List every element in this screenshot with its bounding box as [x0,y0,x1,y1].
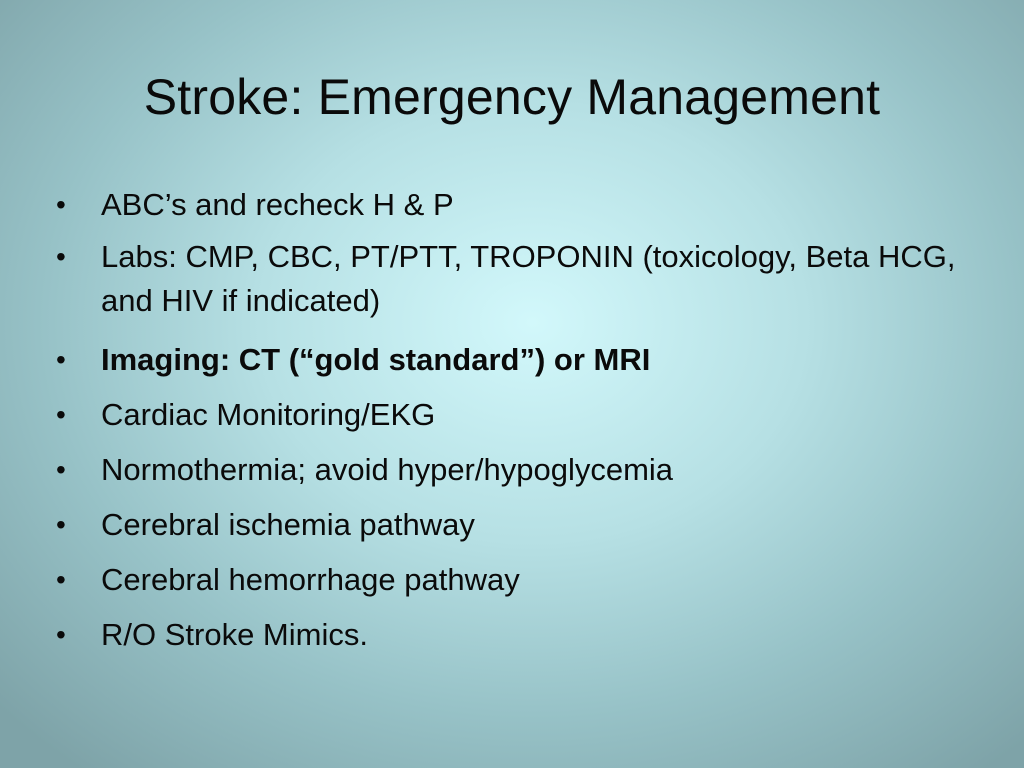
bullet-list [56,180,956,665]
bullet-item-mimics [56,610,956,660]
bullet-text: R/O Stroke Mimics. [101,617,368,652]
bullet-item-hemorrhage [56,555,956,605]
bullet-icon: • [56,344,66,375]
bullet-item-cardiac [56,390,956,440]
bullet-text: Imaging: CT (“gold standard”) or MRI [101,342,651,377]
bullet-icon: • [56,189,66,220]
bullet-icon: • [56,399,66,430]
bullet-icon: • [56,564,66,595]
bullet-item-ischemia [56,500,956,550]
bullet-item-labs [56,235,956,323]
bullet-icon: • [56,241,66,272]
slide-title: Stroke: Emergency Management [143,69,881,125]
bullet-text: Cerebral ischemia pathway [101,507,475,542]
bullet-icon: • [56,619,66,650]
bullet-item-imaging [56,335,956,385]
bullet-text: ABC’s and recheck H & P [101,187,454,222]
bullet-text: Cerebral hemorrhage pathway [101,562,520,597]
bullet-icon: • [56,509,66,540]
bullet-item-normothermia [56,445,956,495]
bullet-text: Labs: CMP, CBC, PT/PTT, TROPONIN (toxicology, Beta HCG, and HIV if indicated) [101,239,956,318]
bullet-text: Cardiac Monitoring/EKG [101,397,436,432]
bullet-item-abcs [56,180,956,230]
bullet-text: Normothermia; avoid hyper/hypoglycemia [101,452,674,487]
bullet-icon: • [56,454,66,485]
